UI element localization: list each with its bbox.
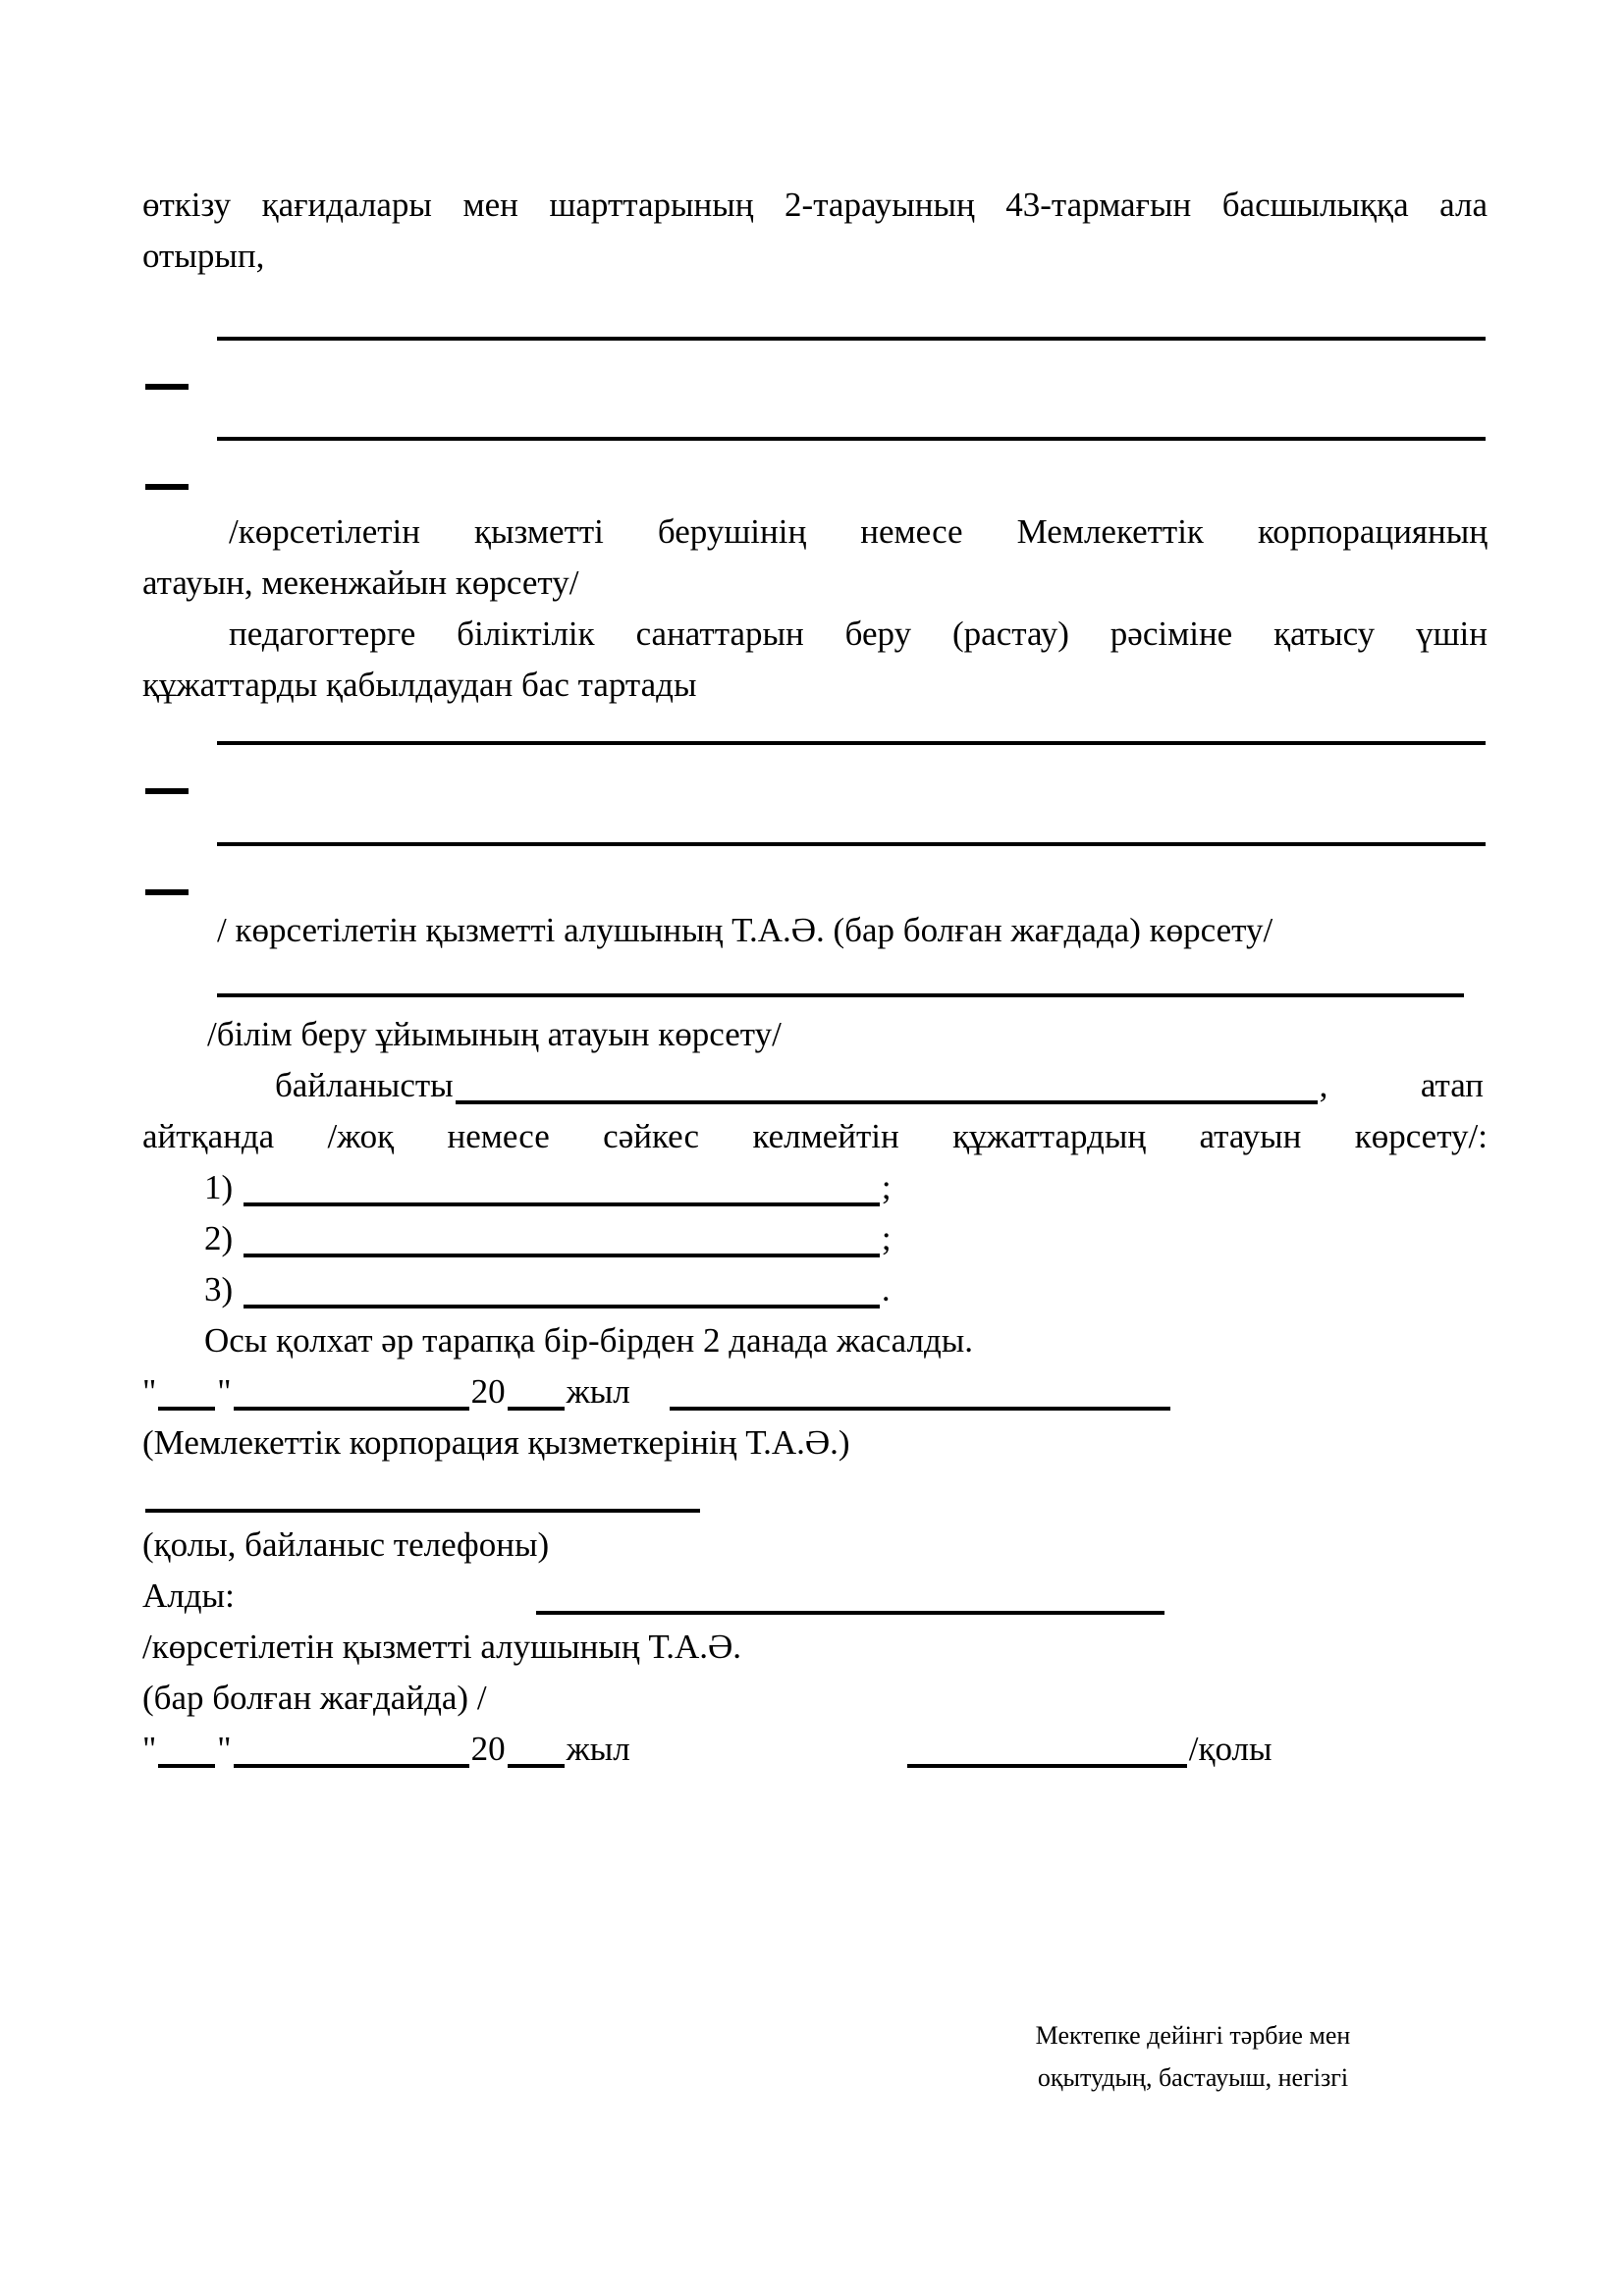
footer-note (997, 2014, 1389, 2099)
related-comma: , (1319, 1066, 1328, 1104)
refusal-line-1: педагогтерге біліктілік санаттарын беру (растау) рәсіміне қатысу үшін (229, 614, 1488, 653)
list-item-1-punct: ; (881, 1168, 892, 1206)
related-label: байланысты (275, 1066, 454, 1104)
list-item-2 (142, 1213, 1488, 1264)
intro-line-1: өткізу қағидалары мен шарттарының 2-тарауының 43-тармағын басшылыққа ала (142, 186, 1488, 224)
footer-note-line-1: Мектепке дейінгі тәрбие мен (1035, 2021, 1351, 2050)
blank-line-5 (217, 993, 1464, 997)
refusal-line-2: құжаттарды қабылдаудан бас тартады (142, 666, 697, 704)
date-2-close-quote: " (217, 1730, 232, 1768)
blank-line-4 (217, 842, 1486, 846)
org-note: /білім беру ұйымының атауын көрсету/ (207, 1015, 782, 1053)
list-item-1-blank (244, 1202, 880, 1206)
dash-mark-4 (145, 889, 189, 895)
signature-phone-note: (қолы, байланыс телефоны) (142, 1525, 550, 1564)
related-row-line-2: айтқанда /жоқ немесе сәйкес келмейтін құжаттардың атауын көрсету/: (142, 1117, 1488, 1155)
signature-label: /қолы (1188, 1730, 1272, 1768)
dash-mark-1 (145, 384, 189, 390)
date-1-name-blank (670, 1407, 1170, 1411)
received-label: Алды: (142, 1576, 235, 1615)
blank-line-3 (217, 741, 1486, 745)
received-row (142, 1571, 1488, 1622)
date-2-day-blank (158, 1764, 215, 1768)
list-item-2-blank (244, 1254, 880, 1257)
date-row-2 (142, 1724, 1488, 1775)
recipient-note: / көрсетілетін қызметті алушының Т.А.Ә. (бар болған жағдада) көрсету/ (217, 911, 1273, 949)
date-1-close-quote: " (217, 1372, 232, 1411)
date-2-month-blank (234, 1764, 469, 1768)
date-2-year-blank (508, 1764, 565, 1768)
list-item-2-number: 2) (204, 1219, 234, 1257)
date-2-signature-blank (907, 1764, 1187, 1768)
signature-line (145, 1509, 700, 1513)
list-item-2-punct: ; (881, 1219, 892, 1257)
dash-mark-3 (145, 788, 189, 794)
if-any-note: (бар болған жағдайда) / (142, 1679, 487, 1717)
intro-line-2: отырып, (142, 237, 265, 275)
list-item-3-number: 3) (204, 1270, 234, 1308)
list-item-1 (142, 1162, 1488, 1213)
recipient-note-2: /көрсетілетін қызметті алушының Т.А.Ә. (142, 1628, 742, 1666)
list-item-3-blank (244, 1305, 880, 1308)
copies-statement: Осы қолхат әр тарапқа бір-бірден 2 данада жасалды. (204, 1321, 974, 1360)
related-tail: атап (1420, 1066, 1484, 1104)
date-1-year-blank (508, 1407, 565, 1411)
date-1-year-word: жыл (566, 1372, 630, 1411)
date-1-open-quote: " (142, 1372, 157, 1411)
list-item-3-punct: . (881, 1270, 891, 1308)
footer-note-line-2: оқытудың, бастауыш, негізгі (1037, 2063, 1349, 2092)
date-2-year-prefix: 20 (470, 1730, 506, 1768)
list-item-1-number: 1) (204, 1168, 234, 1206)
blank-line-2 (217, 437, 1486, 441)
date-1-month-blank (234, 1407, 469, 1411)
date-1-year-prefix: 20 (470, 1372, 506, 1411)
dash-mark-2 (145, 484, 189, 490)
related-row (142, 1060, 1488, 1111)
list-item-3 (142, 1264, 1488, 1315)
date-row-1 (142, 1366, 1488, 1417)
related-fill-blank (456, 1100, 1318, 1104)
date-2-open-quote: " (142, 1730, 157, 1768)
date-2-year-word: жыл (566, 1730, 630, 1768)
blank-line-1 (217, 337, 1486, 341)
provider-note-line-1: /көрсетілетін қызметті берушінің немесе Мемлекеттік корпорацияның (229, 512, 1488, 551)
corp-employee-note: (Мемлекеттік корпорация қызметкерінің Т.А.Ә.) (142, 1423, 850, 1462)
received-blank (536, 1611, 1164, 1615)
provider-note-line-2: атауын, мекенжайын көрсету/ (142, 563, 579, 602)
date-1-day-blank (158, 1407, 215, 1411)
